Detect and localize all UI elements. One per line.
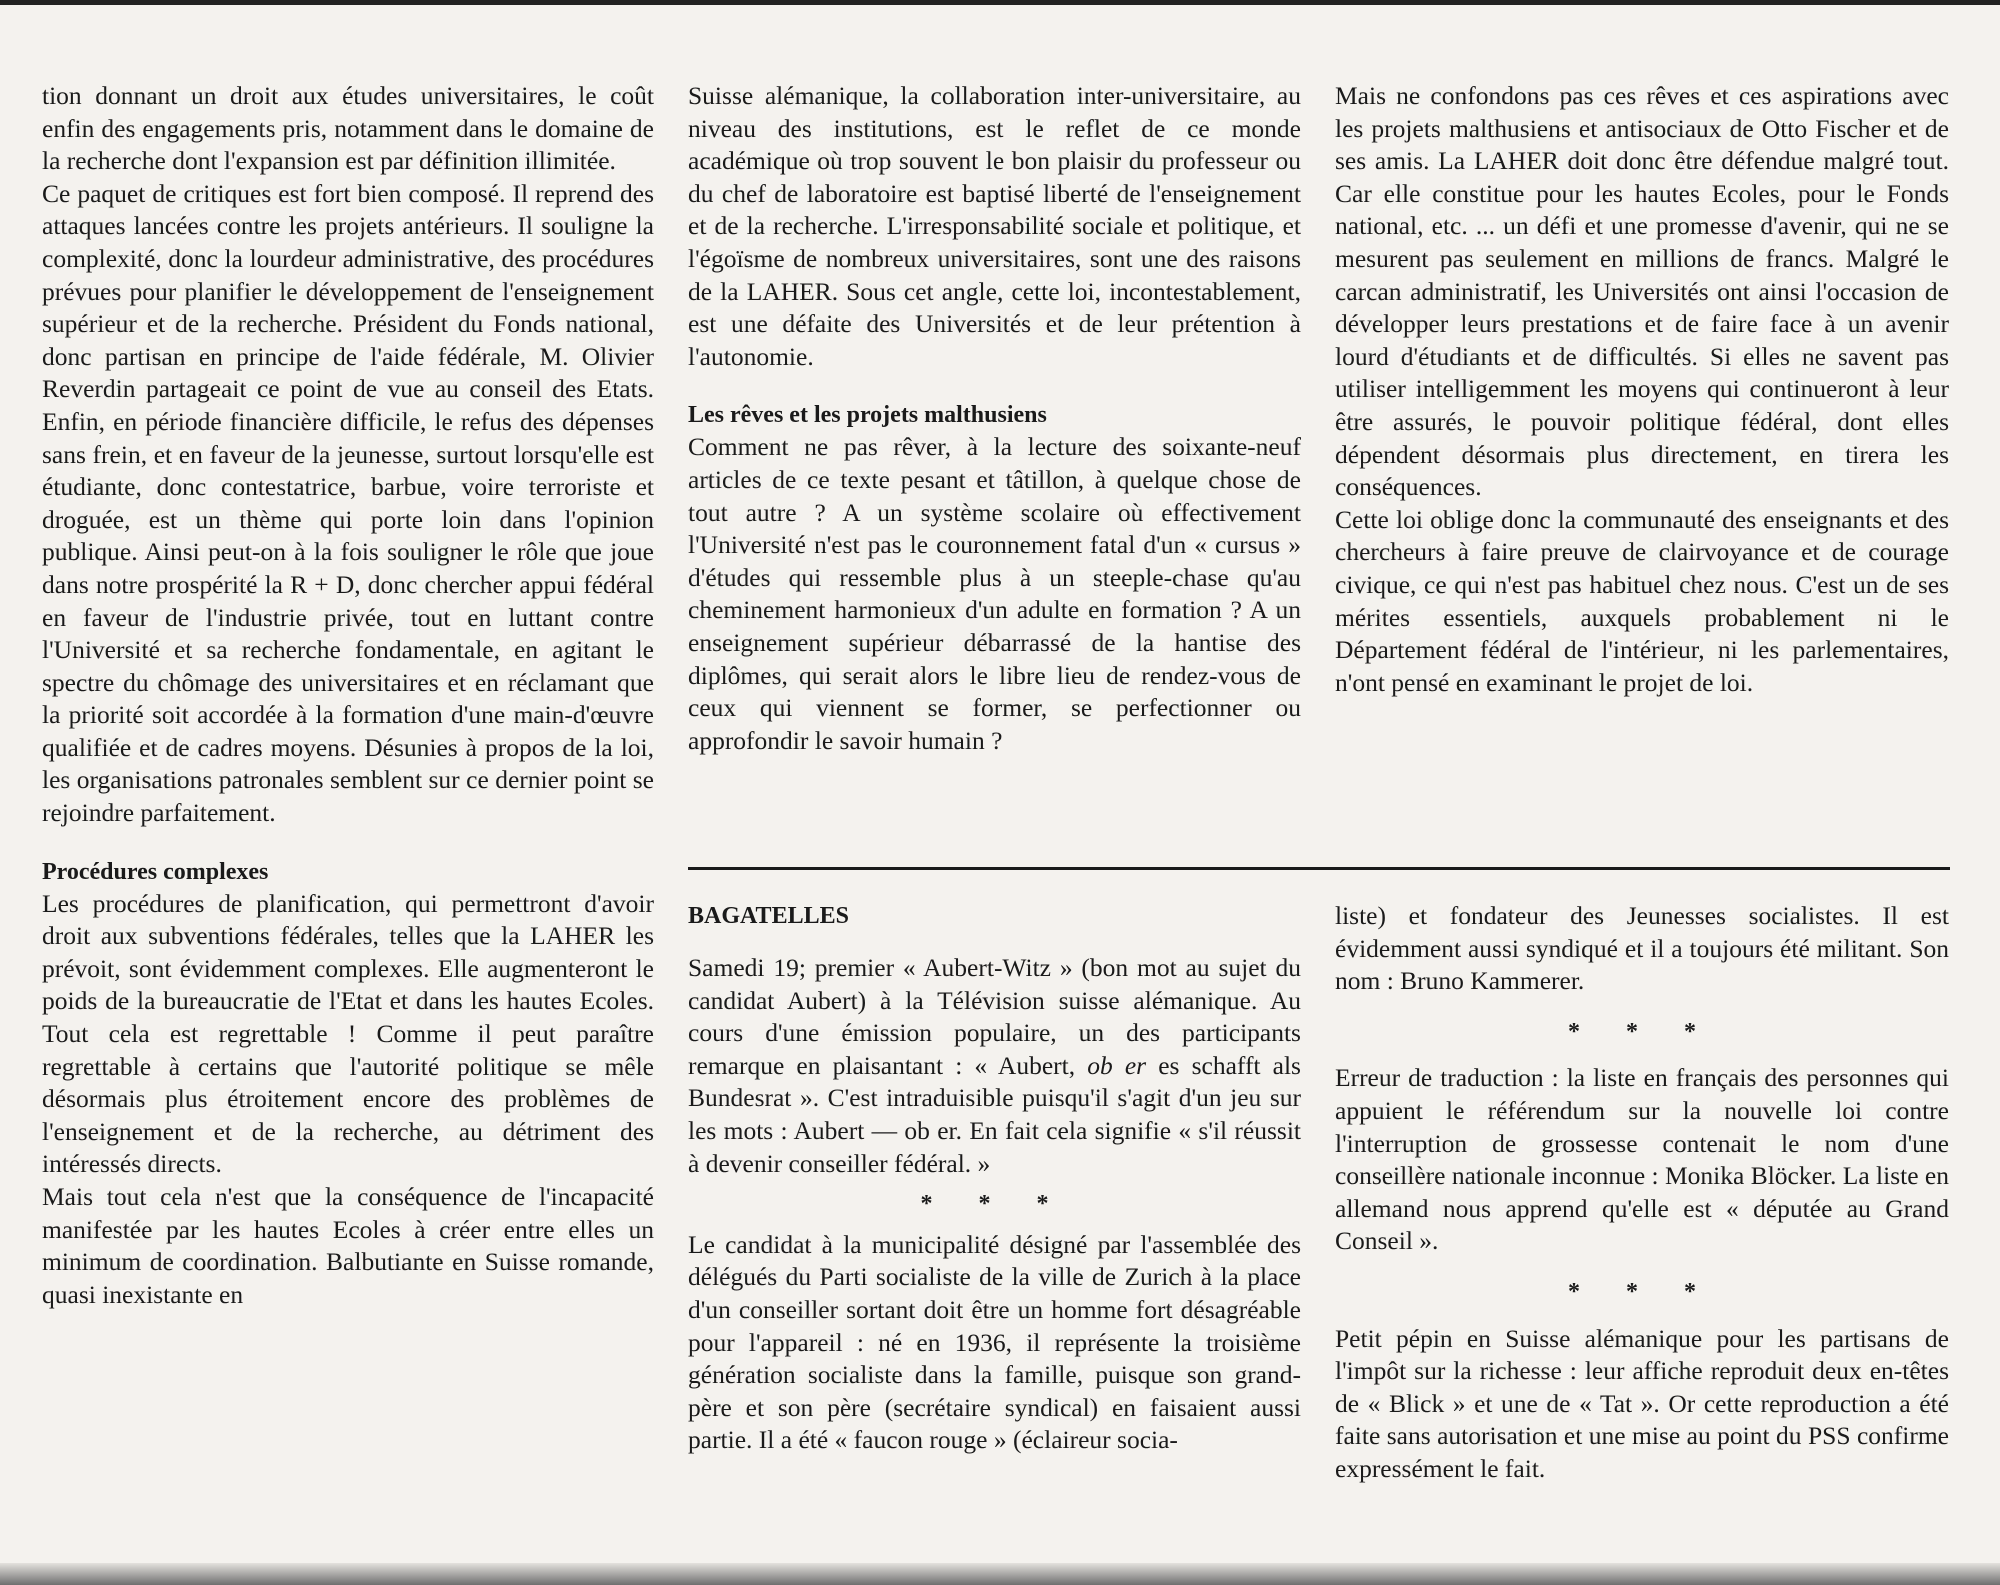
left-para-2: Ce paquet de critiques est fort bien composé. Il reprend des attaques lancées contre les projets antérieurs. Il souligne la complexité, donc la lourdeur administrative, des procédures prévues pour planifier le développement de l'enseignement supérieur et de la recherche. Président du Fonds national, donc partisan en principe de l'aide fédérale, M. Olivier Reverdin partageait ce point de vue au conseil des Etats. Enfin, en période financière difficile, le refus des dépenses sans frein, et en faveur de la jeunesse, surtout lorsqu'elle est étudiante, donc contestatrice, barbue, voire terroriste et droguée, est un thème qui porte loin dans l'opinion publique. Ainsi peut-on à la fois souligner le rôle que joue dans notre prospérité la R + D, donc chercher appui fédéral en faveur de l'industrie privée, tout en luttant contre l'Université et sa recherche fondamentale, en agitant le spectre du chômage des universitaires et en réclamant que la priorité soit accordée à la formation d'une main-d'œuvre qualifiée et de cadres moyens. Désunies à propos de la loi, les organisations patronales semblent sur ce dernier point se rejoindre parfaitement. — [42, 178, 654, 828]
left-column — [42, 80, 654, 1311]
top-rule — [0, 0, 2000, 5]
bagatelles-item-4: Petit pépin en Suisse alémanique pour les partisans de l'impôt sur la richesse : leur affiche reproduit deux en-têtes de « Blick » et une de « Tat ». Or cette reproduction a été faite sans autorisation et une mise au point du PSS confirme expressément le fait. — [1335, 1323, 1949, 1483]
section-heading-reves: Les rêves et les projets malthusiens — [688, 402, 1047, 429]
page-bottom-edge — [0, 1563, 2000, 1585]
bagatelles-item-1: Samedi 19; premier « Aubert-Witz » (bon mot au sujet du candidat Aubert) à la Télévision suisse alémanique. Au cours d'une émission populaire, un des participants remarque en plaisantant : « Aubert, ob er es schafft als Bundesrat ». C'est intraduisible puisqu'il s'agit d'un jeu sur les mots : Aubert — ob er. En fait cela signifie « s'il réussit à devenir conseiller fédéral. » — [688, 953, 1301, 1178]
middle-para-2: Comment ne pas rêver, à la lecture des soixante-neuf articles de ce texte pesant et tâtillon, à quelque chose de tout autre ? A un système scolaire où effectivement l'Université n'est pas le couronnement fatal d'un « cursus » d'études qui ressemble plus à un steeple-chase qu'au cheminement harmonieux d'un adulte en formation ? A un enseignement supérieur débarrassé de la hantise des diplômes, qui serait alors le libre lieu de rendez-vous de ceux qui viennent se former, se perfectionner ou approfondir le savoir humain ? — [688, 432, 1301, 755]
section-heading-procedures: Procédures complexes — [42, 858, 269, 885]
left-para-1: tion donnant un droit aux études universitaires, le coût enfin des engagements pris, notamment dans le domaine de la recherche dont l'expansion est par définition illimitée. — [42, 81, 654, 176]
bagatelles-item-2-cont: liste) et fondateur des Jeunesses socialistes. Il est évidemment aussi syndiqué et il a toujours été militant. Son nom : Bruno Kammerer. — [1335, 901, 1949, 996]
separator-stars: * * * — [1568, 1018, 1716, 1045]
bagatelles-item-2: Le candidat à la municipalité désigné par l'assemblée des délégués du Parti socialiste de la ville de Zurich à la place d'un conseiller sortant doit être un homme fort désagréable pour l'appareil : né en 1936, il représente la troisième génération socialiste dans la famille, puisque son grand-père et son père (secrétaire syndical) en faisaient aussi partie. Il a été « faucon rouge » (éclaireur socia- — [688, 1229, 1301, 1455]
bagatelles-heading: BAGATELLES — [688, 903, 849, 929]
right-para-1: Mais ne confondons pas ces rêves et ces aspirations avec les projets malthusiens et antisociaux de Otto Fischer et de ses amis. La LAHER doit donc être défendue malgré tout. Car elle constitue pour les hautes Ecoles, pour le Fonds national, etc. ... un défi et une promesse d'avenir, qui ne se mesurent pas seulement en millions de francs. Malgré le carcan administratif, les Universités ont ainsi l'occasion de développer leurs prestations et de faire face à un avenir lourd d'étudiants et de difficultés. Si elles ne savent pas utiliser intelligemment les moyens qui continueront à leur être assurés, le pouvoir politique fédéral, dont elles dépendent désormais plus directement, en tirera les conséquences. — [1335, 81, 1949, 502]
separator-stars: * * * — [920, 1191, 1069, 1218]
section-divider — [688, 867, 1950, 870]
left-para-4: Mais tout cela n'est que la conséquence de l'incapacité manifestée par les hautes Ecoles à créer entre elles un minimum de coordination. Balbutiante en Suisse romande, quasi inexistante en — [42, 1182, 654, 1309]
left-para-3: Les procédures de planification, qui permettront d'avoir droit aux subventions fédérales, telles que la LAHER les prévoit, sont évidemment complexes. Elle augmenteront le poids de la bureaucratie de l'Etat et dans les hautes Ecoles. Tout cela est regrettable ! Comme il peut paraître regrettable à certains que l'autorité politique se mêle désormais plus étroitement encore des problèmes de l'enseignement et de la recherche, au détriment des intéressés directs. — [42, 888, 654, 1179]
separator-stars: * * * — [1568, 1278, 1716, 1305]
middle-para-1: Suisse alémanique, la collaboration inter-universitaire, au niveau des institutions, est le reflet de ce monde académique où trop souvent le bon plaisir du professeur ou du chef de laboratoire est baptisé liberté de l'enseignement et de la recherche. L'irresponsabilité sociale et politique, et l'égoïsme de nombreux universitaires, sont une des raisons de la LAHER. Sous cet angle, cette loi, incontestablement, est une défaite des Universités et de leur prétention à l'autonomie. — [688, 81, 1301, 371]
bagatelles-column-2 — [1335, 900, 1949, 1486]
middle-column — [688, 80, 1301, 757]
right-column — [1335, 80, 1949, 699]
bagatelles-item-3: Erreur de traduction : la liste en français des personnes qui appuient le référendum sur la nouvelle loi contre l'interruption de grossesse contenait le nom d'une conseillère nationale inconnue : Monika Blöcker. La liste en allemand nous apprend qu'elle est « députée au Grand Conseil ». — [1335, 1063, 1949, 1256]
right-para-2: Cette loi oblige donc la communauté des enseignants et des chercheurs à faire preuve de clairvoyance et de courage civique, ce qui n'est pas habituel chez nous. C'est un de ses mérites essentiels, auxquels probablement ni le Département fédéral de l'intérieur, ni les parlementaires, n'ont pensé en examinant le projet de loi. — [1335, 504, 1949, 697]
bagatelles-column-1 — [688, 900, 1301, 1457]
